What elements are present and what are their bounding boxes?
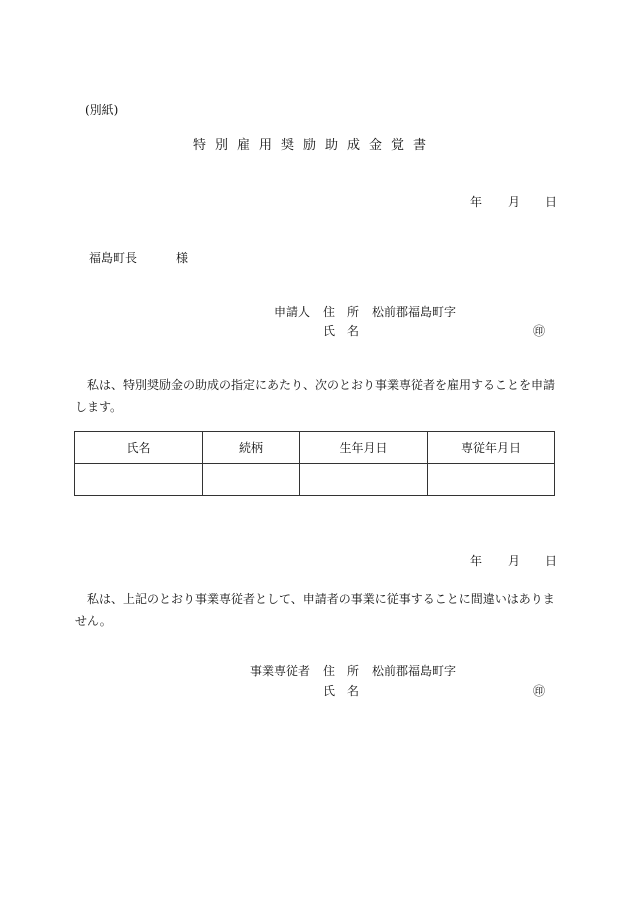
worker-role: 事業専従者 <box>250 664 311 678</box>
header-name: 氏名 <box>75 432 203 464</box>
applicant-role: 申請人 <box>274 305 311 319</box>
pledge-paragraph: 私は、上記のとおり事業専従者として、申請者の事業に従事することに間違いはありません。 <box>75 592 555 628</box>
worker-address-label: 住 所 <box>323 664 360 678</box>
applicant-address-label: 住 所 <box>323 305 360 319</box>
attachment-label: (別紙) <box>85 103 119 117</box>
document-title: 特別雇用奨励助成金覚書 <box>193 138 436 153</box>
header-relationship: 続柄 <box>203 432 300 464</box>
date2-day: 日 <box>545 554 558 568</box>
table-header-row <box>75 432 555 464</box>
applicant-seal: ㊞ <box>533 324 546 338</box>
employee-table <box>74 431 555 496</box>
cell-employment-date[interactable] <box>428 464 555 496</box>
applicant-address-value: 松前郡福島町字 <box>372 305 457 319</box>
worker-address-value: 松前郡福島町字 <box>372 664 457 678</box>
applicant-name-label: 氏 名 <box>323 324 360 338</box>
worker-name-label: 氏 名 <box>323 684 360 698</box>
request-paragraph: 私は、特別奨励金の助成の指定にあたり、次のとおり事業専従者を雇用することを申請します。 <box>75 378 556 414</box>
cell-name[interactable] <box>75 464 203 496</box>
date-month: 月 <box>508 195 521 209</box>
cell-relationship[interactable] <box>203 464 300 496</box>
date-day: 日 <box>545 195 558 209</box>
date2-year: 年 <box>470 554 483 568</box>
table-row <box>75 464 555 496</box>
addressee-name: 福島町長 <box>89 251 138 265</box>
date-year: 年 <box>470 195 483 209</box>
addressee-honorific: 様 <box>176 251 189 265</box>
worker-seal: ㊞ <box>533 684 546 698</box>
header-birthdate: 生年月日 <box>300 432 428 464</box>
date2-month: 月 <box>508 554 521 568</box>
cell-birthdate[interactable] <box>300 464 428 496</box>
header-employment-date: 専従年月日 <box>428 432 555 464</box>
